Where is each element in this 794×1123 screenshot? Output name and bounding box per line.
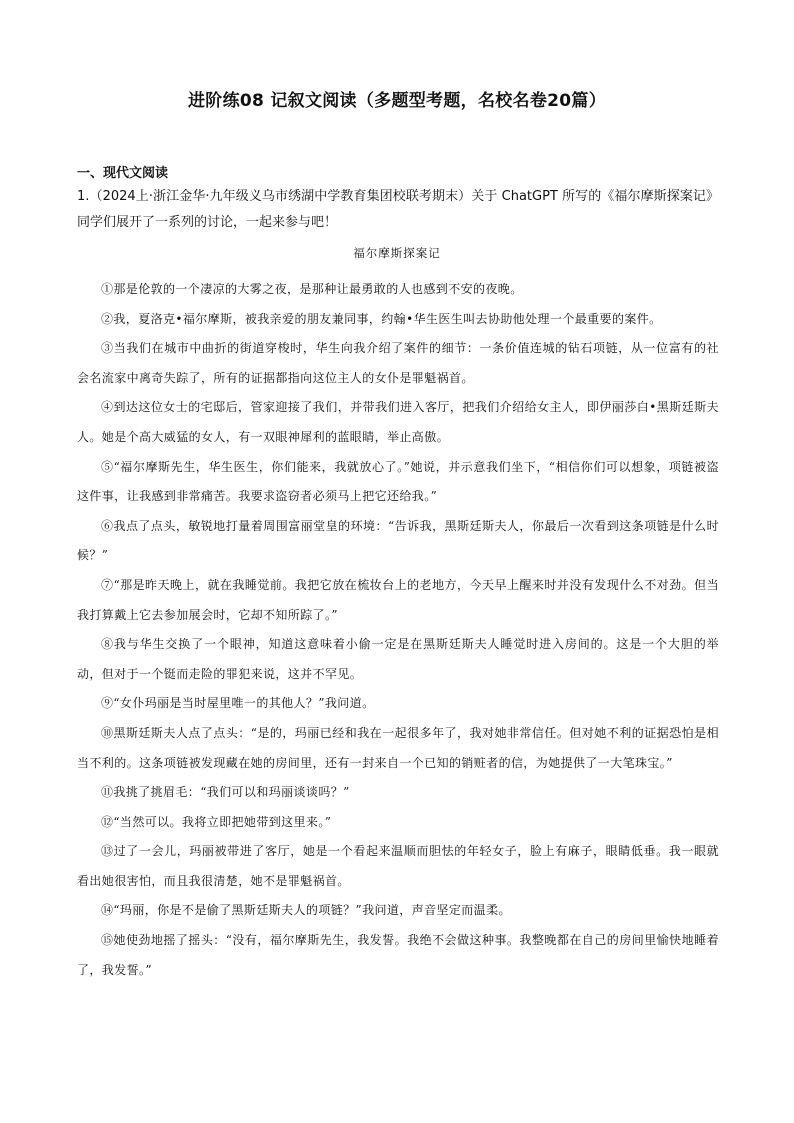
section-heading: 一、现代文阅读: [77, 166, 169, 181]
story-paragraph: ①那是伦敦的一个凄凉的大雾之夜，是那种让最勇敢的人也感到不安的夜晚。: [101, 282, 523, 296]
story-paragraph: ⑧我与华生交换了一个眼神，知道这意味着小偷一定是在黑斯廷斯夫人睡觉时进入房间的。这是一个大胆的举动，但对于一个铤而走险的罪犯来说，这并不罕见。: [77, 637, 719, 681]
story-paragraph: ⑥我点了点头，敏锐地打量着周围富丽堂皇的环境：“告诉我，黑斯廷斯夫人，你最后一次看到这条项链是什么时候？”: [77, 518, 719, 563]
story-paragraph: ⑤“福尔摩斯先生，华生医生，你们能来，我就放心了。”她说，并示意我们坐下，“相信你们可以想象，项链被盗这件事，让我感到非常痛苦。我要求盗窃者必须马上把它还给我。”: [77, 459, 719, 504]
story-paragraph: ③当我们在城市中曲折的街道穿梭时，华生向我介绍了案件的细节：一条价值连城的钻石项链，从一位富有的社会名流家中离奇失踪了，所有的证据都指向这位主人的女仆是罪魁祸首。: [77, 341, 719, 385]
story-paragraph: ⑪我挑了挑眉毛：“我们可以和玛丽谈谈吗？”: [101, 785, 350, 800]
story-title: 福尔摩斯探案记: [353, 246, 441, 260]
story-paragraph: ⑭“玛丽，你是不是偷了黑斯廷斯夫人的项链？”我问道，声音坚定而温柔。: [101, 903, 511, 918]
question-intro: 1.（2024上·浙江金华·九年级义乌市绣湖中学教育集团校联考期末）关于 ChatGPT 所写的《福尔摩斯探案记》 同学们展开了一系列的讨论，一起来参与吧！: [77, 189, 719, 230]
page-title: 进阶练08 记叙文阅读（多题型考题，名校名卷20篇）: [187, 91, 607, 111]
story-paragraph: ④到达这位女士的宅邸后，管家迎接了我们，并带我们进入客厅，把我们介绍给女主人，即伊丽莎白•黑斯廷斯夫人。她是个高大威猛的女人，有一双眼神犀利的蓝眼睛，举止高傲。: [77, 400, 719, 444]
story-body: [77, 275, 719, 985]
story-paragraph: ⑨“女仆玛丽是当时屋里唯一的其他人？”我问道。: [101, 696, 375, 711]
story-paragraph: ⑫“当然可以。我将立即把她带到这里来。”: [101, 814, 332, 829]
story-paragraph: ⑩黑斯廷斯夫人点了点头：“是的，玛丽已经和我在一起很多年了，我对她非常信任。但对她不利的证据恐怕是相当不利的。这条项链被发现藏在她的房间里，还有一封来自一个已知的销赃者的信，为她提供了一大笔珠宝。”: [77, 725, 719, 770]
story-paragraph: ⑬过了一会儿，玛丽被带进了客厅，她是一个看起来温顺而胆怯的年轻女子，脸上有麻子，眼睛低垂。我一眼就看出她很害怕，而且我很清楚，她不是罪魁祸首。: [77, 844, 719, 888]
story-paragraph: ⑦“那是昨天晚上，就在我睡觉前。我把它放在梳妆台上的老地方，今天早上醒来时并没有发现什么不对劲。但当我打算戴上它去参加展会时，它却不知所踪了。”: [77, 577, 719, 622]
story-paragraph: ②我，夏洛克•福尔摩斯，被我亲爱的朋友兼同事，约翰•华生医生叫去协助他处理一个最重要的案件。: [101, 311, 662, 326]
story-paragraph: ⑮她使劲地摇了摇头：“没有，福尔摩斯先生，我发誓。我绝不会做这种事。我整晚都在自己的房间里愉快地睡着了，我发誓。”: [77, 933, 719, 977]
